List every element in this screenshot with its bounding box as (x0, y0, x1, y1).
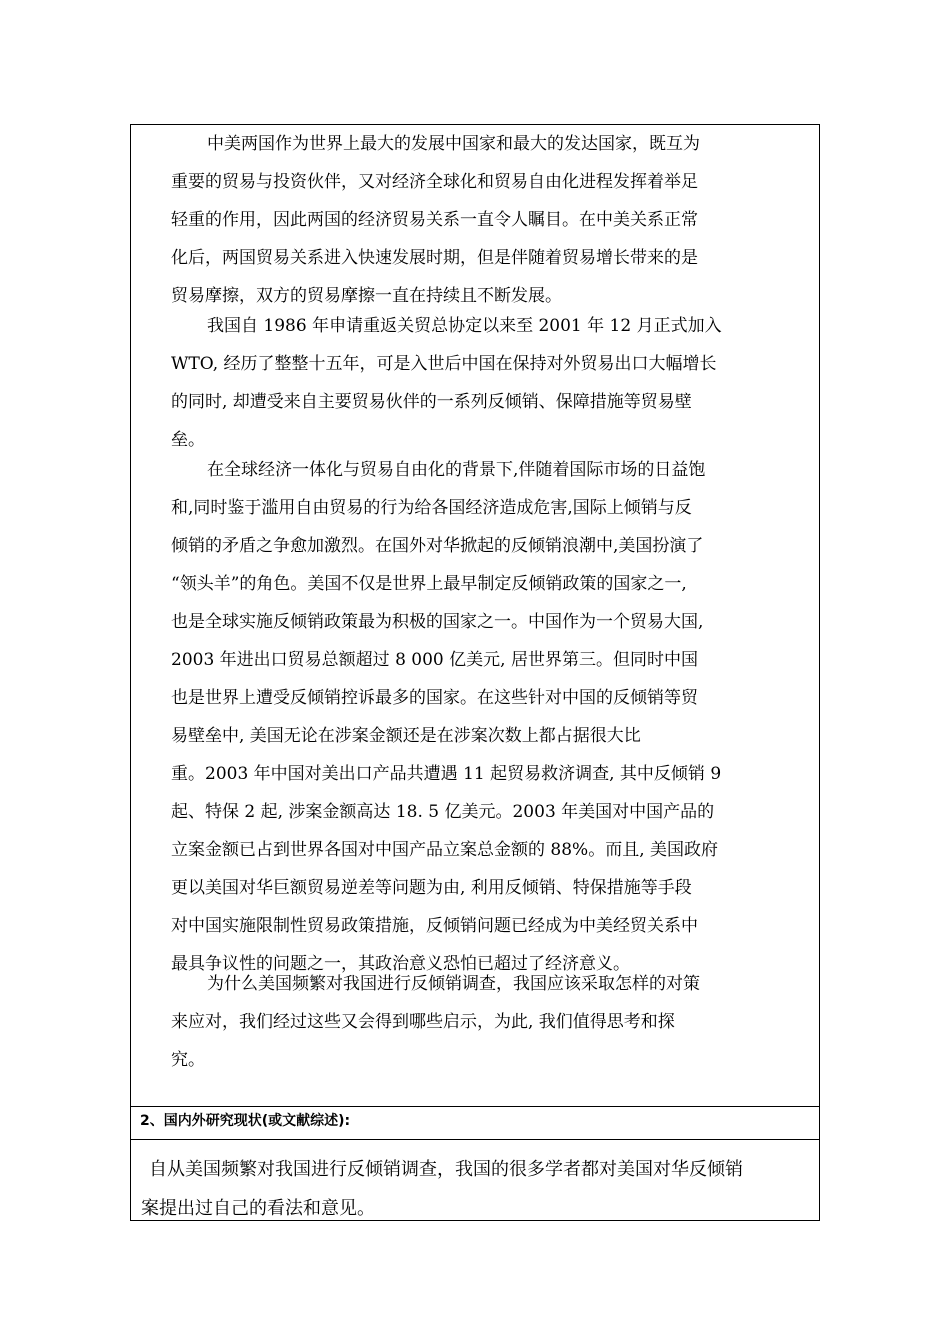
proposal-table (130, 124, 820, 1221)
text-line: 易壁垒中, 美国无论在涉案金额还是在涉案次数上都占据很大比 (171, 726, 641, 746)
text-line: 倾销的矛盾之争愈加激烈。在国外对华掀起的反倾销浪潮中,美国扮演了 (171, 536, 704, 556)
text-line: 究。 (171, 1050, 205, 1070)
text-line: 重。2003 年中国对美出口产品共遭遇 11 起贸易救济调查, 其中反倾销 9 (171, 764, 722, 784)
text-line: 起、特保 2 起, 涉案金额高达 18. 5 亿美元。2003 年美国对中国产品的 (171, 802, 715, 822)
text-line: 来应对，我们经过这些又会得到哪些启示，为此, 我们值得思考和探 (171, 1012, 675, 1032)
table-divider (131, 1139, 819, 1140)
text-line: 我国自 1986 年申请重返关贸总协定以来至 2001 年 12 月正式加入 (207, 316, 722, 336)
paragraph-1 (171, 125, 811, 315)
text-line: 更以美国对华巨额贸易逆差等问题为由, 利用反倾销、特保措施等手段 (171, 878, 692, 898)
background-cell (131, 125, 819, 1106)
text-line: 和,同时鉴于滥用自由贸易的行为给各国经济造成危害,国际上倾销与反 (171, 498, 692, 518)
section-heading: 2、国内外研究现状(或文献综述): (140, 1113, 351, 1129)
text-line: 为什么美国频繁对我国进行反倾销调查，我国应该采取怎样的对策 (207, 974, 700, 994)
text-line: 自从美国频繁对我国进行反倾销调查，我国的很多学者都对美国对华反倾销 (149, 1159, 743, 1180)
text-line: 立案金额已占到世界各国对中国产品立案总金额的 88%。而且, 美国政府 (171, 840, 718, 860)
text-line: “领头羊”的角色。美国不仅是世界上最早制定反倾销政策的国家之一, (171, 574, 687, 594)
paragraph-3 (171, 451, 811, 983)
text-line: 也是世界上遭受反倾销控诉最多的国家。在这些针对中国的反倾销等贸 (171, 688, 698, 708)
table-divider (131, 1106, 819, 1107)
text-line: 中美两国作为世界上最大的发展中国家和最大的发达国家，既互为 (207, 134, 700, 154)
paragraph-4 (171, 965, 811, 1079)
text-line: 最具争议性的问题之一，其政治意义恐怕已超过了经济意义。 (171, 954, 630, 974)
text-line: 案提出过自己的看法和意见。 (141, 1198, 375, 1219)
literature-review-paragraph (141, 1150, 811, 1228)
text-line: 贸易摩擦，双方的贸易摩擦一直在持续且不断发展。 (171, 286, 562, 306)
text-line: WTO, 经历了整整十五年，可是入世后中国在保持对外贸易出口大幅增长 (171, 354, 717, 374)
text-line: 的同时, 却遭受来自主要贸易伙伴的一系列反倾销、保障措施等贸易壁 (171, 392, 692, 412)
text-line: 垒。 (171, 430, 205, 450)
text-line: 2003 年进出口贸易总额超过 8 000 亿美元, 居世界第三。但同时中国 (171, 650, 698, 670)
paragraph-2 (171, 307, 811, 459)
text-line: 化后，两国贸易关系进入快速发展时期，但是伴随着贸易增长带来的是 (171, 248, 698, 268)
text-line: 重要的贸易与投资伙伴，又对经济全球化和贸易自由化进程发挥着举足 (171, 172, 698, 192)
text-line: 在全球经济一体化与贸易自由化的背景下,伴随着国际市场的日益饱 (207, 460, 706, 480)
text-line: 也是全球实施反倾销政策最为积极的国家之一。中国作为一个贸易大国, (171, 612, 704, 632)
text-line: 对中国实施限制性贸易政策措施，反倾销问题已经成为中美经贸关系中 (171, 916, 698, 936)
text-line: 轻重的作用，因此两国的经济贸易关系一直令人瞩目。在中美关系正常 (171, 210, 698, 230)
